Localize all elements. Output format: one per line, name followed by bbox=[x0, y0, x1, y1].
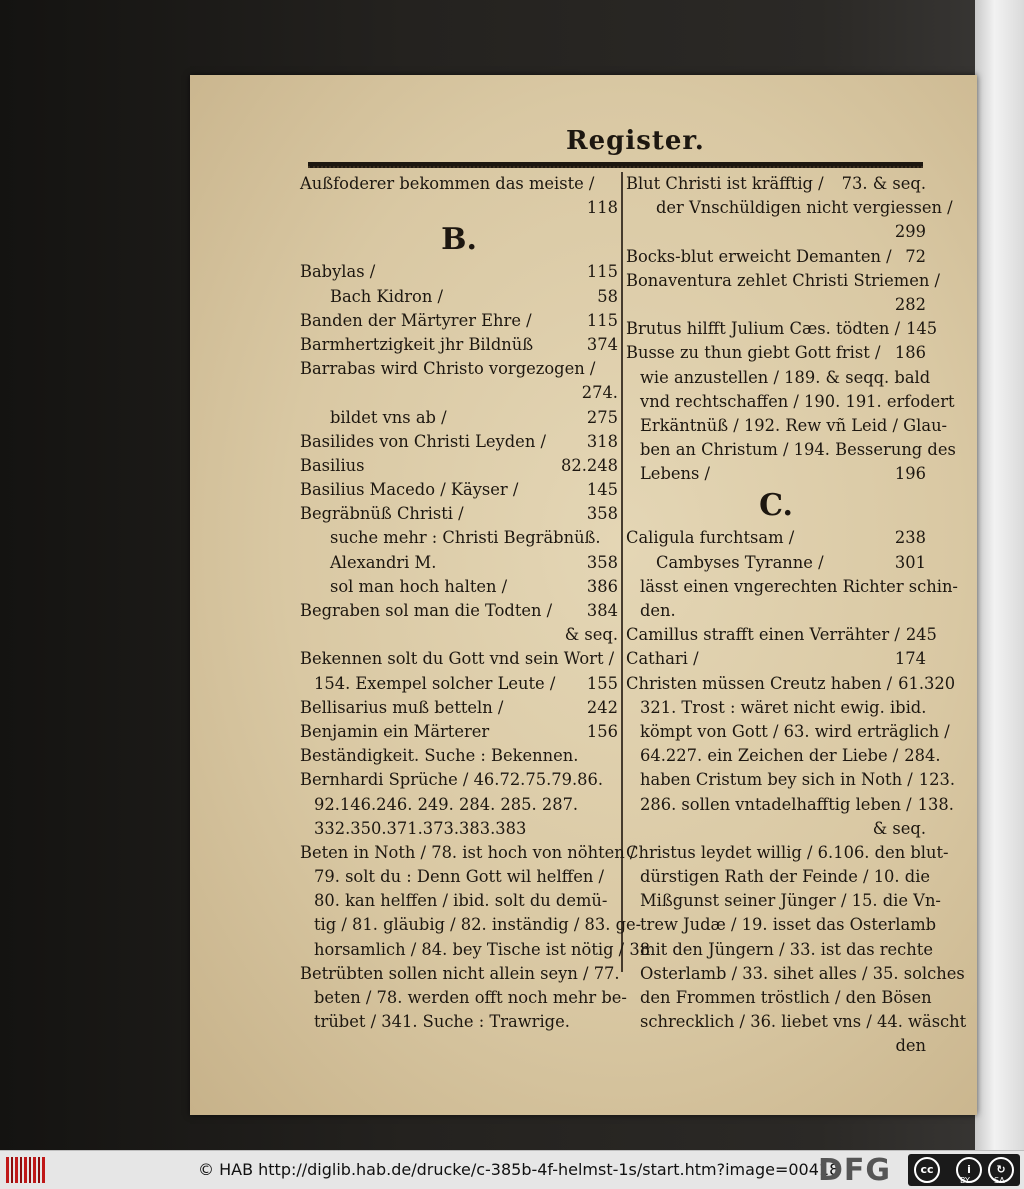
page-number: 174 bbox=[894, 649, 926, 669]
page-number bbox=[612, 357, 618, 381]
entry-text: Betrübten sollen nicht allein seyn / 77. bbox=[300, 963, 620, 983]
index-entry bbox=[626, 462, 926, 486]
page-number: den bbox=[895, 1036, 926, 1056]
page-number: 275 bbox=[586, 407, 618, 427]
page-number bbox=[614, 647, 620, 671]
dfg-logo: DFG bbox=[818, 1153, 892, 1188]
index-entry bbox=[300, 430, 618, 454]
by-label: BY bbox=[960, 1176, 970, 1185]
index-entry bbox=[626, 269, 940, 293]
index-entry bbox=[300, 986, 627, 1010]
index-entry bbox=[626, 438, 956, 462]
page-number bbox=[612, 744, 618, 768]
index-entry bbox=[300, 720, 618, 744]
index-entry bbox=[626, 599, 926, 623]
entry-text: Christen müssen Creutz haben / bbox=[626, 673, 893, 693]
entry-text: dürstigen Rath der Feinde / 10. die bbox=[640, 867, 931, 887]
entry-text: Cambyses Tyranne / bbox=[656, 552, 824, 572]
index-entry bbox=[300, 768, 618, 792]
index-entry bbox=[626, 672, 956, 696]
entry-text: den Frommen tröstlich / den Bösen bbox=[640, 988, 932, 1007]
entry-text: wie anzustellen / 189. & seqq. bald bbox=[640, 367, 931, 387]
index-entry bbox=[626, 986, 932, 1010]
index-entry bbox=[626, 938, 933, 962]
page-number bbox=[612, 817, 618, 841]
page-number bbox=[612, 768, 618, 792]
page-number: 386 bbox=[586, 576, 618, 596]
entry-text: Lebens / bbox=[640, 464, 711, 484]
entry-text: Erkäntnüß / 192. Rew vñ Leid / Glau- bbox=[640, 415, 948, 435]
index-entry bbox=[300, 841, 636, 865]
entry-text: Beständigkeit. Suche : Bekennen. bbox=[300, 746, 579, 766]
index-entry bbox=[626, 341, 926, 365]
page-number bbox=[930, 366, 936, 390]
index-entry bbox=[300, 309, 618, 333]
entry-text: 286. sollen vntadelhafftig leben / bbox=[640, 794, 912, 814]
entry-text: Mißgunst seiner Jünger / 15. die Vn- bbox=[640, 891, 941, 911]
entry-text: 332.350.371.373.383.383 bbox=[314, 818, 527, 838]
page-number: & seq. bbox=[872, 818, 926, 838]
index-entry bbox=[626, 220, 926, 244]
entry-text: Cathari / bbox=[626, 649, 699, 669]
entry-text: Begraben sol man die Todten / bbox=[300, 601, 553, 620]
entry-text: Alexandri M. bbox=[330, 552, 437, 572]
entry-text: 154. Exempel solcher Leute / bbox=[314, 673, 556, 693]
index-entry bbox=[300, 696, 618, 720]
index-entry bbox=[626, 865, 931, 889]
entry-text: vnd rechtschaffen / 190. 191. erfodert bbox=[640, 391, 955, 411]
index-entry bbox=[300, 599, 618, 623]
index-entry bbox=[626, 817, 926, 841]
index-entry bbox=[626, 366, 931, 390]
page-number bbox=[612, 793, 618, 817]
index-entry bbox=[300, 817, 618, 841]
page-number: 123. bbox=[918, 770, 956, 790]
index-entry bbox=[626, 551, 926, 575]
entry-text: Außfoderer bekommen das meiste / bbox=[300, 174, 595, 193]
entry-text: Blut Christi ist kräfftig / bbox=[626, 174, 824, 193]
index-entry bbox=[626, 793, 954, 817]
page-number bbox=[920, 599, 926, 623]
entry-text: Barmhertzigkeit jhr Bildnüß bbox=[300, 334, 534, 354]
index-entry bbox=[300, 381, 618, 405]
index-entry bbox=[300, 551, 618, 575]
index-entry bbox=[300, 647, 618, 671]
entry-text: der Vnschüldigen nicht vergiessen / bbox=[656, 198, 953, 218]
index-entry bbox=[300, 478, 618, 502]
page-number bbox=[940, 269, 946, 293]
page-number: 72 bbox=[905, 246, 926, 266]
page-number: 58 bbox=[597, 286, 618, 306]
entry-text: Bach Kidron / bbox=[330, 286, 443, 306]
page-number: 138. bbox=[917, 794, 954, 814]
entry-text: 64.227. ein Zeichen der Liebe / bbox=[640, 746, 899, 766]
entry-text: Christus leydet willig / 6.106. den blut- bbox=[626, 842, 949, 862]
index-entry bbox=[300, 623, 618, 647]
entry-text: Bocks-blut erweicht Demanten / bbox=[626, 246, 892, 266]
index-entry bbox=[626, 245, 926, 269]
index-entry bbox=[300, 285, 618, 309]
page-number bbox=[612, 1010, 618, 1034]
entry-text: 321. Trost : wäret nicht ewig. ibid. bbox=[640, 697, 927, 717]
index-entry bbox=[300, 938, 651, 962]
page-number: 73. & seq. bbox=[841, 174, 926, 193]
entry-text: Bekennen solt du Gott vnd sein Wort / bbox=[300, 649, 615, 669]
index-entry bbox=[626, 172, 926, 196]
entry-text: tig / 81. gläubig / 82. inständig / 83. ge- bbox=[314, 915, 642, 935]
index-entry bbox=[300, 260, 618, 284]
page-number bbox=[950, 720, 956, 744]
index-entry bbox=[300, 865, 618, 889]
page-number: 374 bbox=[586, 334, 618, 354]
entry-text: suche mehr : Christi Begräbnüß. bbox=[330, 528, 601, 548]
index-entry bbox=[300, 672, 618, 696]
index-entry bbox=[626, 1034, 926, 1058]
page-number bbox=[936, 913, 942, 937]
page-number bbox=[956, 438, 962, 462]
index-entry bbox=[300, 889, 618, 913]
section-letter: C. bbox=[759, 488, 793, 524]
entry-text: trübet / 341. Suche : Trawrige. bbox=[314, 1012, 570, 1032]
cc-icon: cc bbox=[914, 1157, 940, 1183]
index-entry bbox=[626, 768, 956, 792]
entry-text: Basilides von Christi Leyden / bbox=[300, 431, 546, 451]
right-column bbox=[626, 172, 967, 1059]
viewer-footer bbox=[0, 1150, 1024, 1189]
page-number: 186 bbox=[894, 343, 926, 363]
index-entry bbox=[300, 333, 618, 357]
index-entry bbox=[626, 841, 949, 865]
entry-text: Bonaventura zehlet Christi Striemen / bbox=[626, 270, 940, 290]
index-entry bbox=[300, 575, 618, 599]
page-number bbox=[966, 1010, 972, 1034]
entry-text: Caligula furchtsam / bbox=[626, 528, 795, 548]
page-number bbox=[949, 841, 955, 865]
page-number bbox=[933, 938, 939, 962]
index-entry bbox=[300, 454, 618, 478]
entry-text: Barrabas wird Christo vorgezogen / bbox=[300, 359, 596, 379]
entry-text: Bellisarius muß betteln / bbox=[300, 697, 504, 717]
index-entry bbox=[626, 647, 926, 671]
page-number: 82.248 bbox=[561, 455, 618, 475]
copyright-link[interactable]: © HAB http://diglib.hab.de/drucke/c-385b-4f-helmst-1s/start.htm?image=00418 bbox=[198, 1160, 840, 1179]
page-number: 61.320 bbox=[898, 673, 956, 693]
sa-icon: ↻ bbox=[988, 1157, 1014, 1183]
page-number bbox=[958, 575, 964, 599]
index-entry bbox=[626, 390, 955, 414]
sa-label: SA bbox=[994, 1176, 1005, 1185]
index-entry bbox=[626, 414, 948, 438]
entry-text: bildet vns ab / bbox=[330, 407, 447, 427]
page-number: 196 bbox=[894, 464, 926, 484]
page-number bbox=[612, 526, 618, 550]
entry-text: Beten in Noth / 78. ist hoch von nöhten / bbox=[300, 842, 636, 862]
page-number: 155 bbox=[586, 673, 618, 693]
index-entry bbox=[626, 913, 937, 937]
entry-text: Osterlamb / 33. sihet alles / 35. solches bbox=[640, 963, 965, 983]
left-column bbox=[300, 172, 651, 1034]
index-entry bbox=[626, 1010, 967, 1034]
index-entry bbox=[626, 317, 938, 341]
entry-text: Benjamin ein Märterer bbox=[300, 721, 490, 741]
hab-barcode-icon bbox=[6, 1157, 46, 1183]
entry-text: Banden der Märtyrer Ehre / bbox=[300, 310, 532, 330]
page-number bbox=[955, 390, 961, 414]
page-number: 301 bbox=[894, 552, 926, 572]
index-entry bbox=[626, 962, 965, 986]
index-entry bbox=[300, 526, 618, 550]
index-entry bbox=[626, 744, 941, 768]
index-entry bbox=[300, 172, 618, 196]
entry-text: ben an Christum / 194. Besserung des bbox=[640, 440, 956, 460]
entry-text: haben Cristum bey sich in Noth / bbox=[640, 770, 913, 790]
entry-text: Basilius bbox=[300, 455, 365, 475]
index-entry bbox=[300, 1010, 618, 1034]
index-entry bbox=[300, 502, 618, 526]
entry-text: horsamlich / 84. bey Tische ist nötig / 38 bbox=[314, 939, 651, 959]
page-number bbox=[612, 865, 618, 889]
page-number bbox=[941, 889, 947, 913]
entry-text: sol man hoch halten / bbox=[330, 576, 508, 596]
page-number bbox=[965, 962, 971, 986]
page-number: 284. bbox=[904, 746, 941, 766]
page-number: 145 bbox=[906, 319, 938, 339]
entry-text: lässt einen vngerechten Richter schin- bbox=[640, 576, 958, 596]
page-number bbox=[932, 986, 938, 1010]
page-number bbox=[947, 414, 953, 438]
page-number: 115 bbox=[586, 262, 618, 282]
section-letter: B. bbox=[441, 222, 477, 258]
page-number bbox=[620, 962, 626, 986]
page-number: 238 bbox=[894, 528, 926, 548]
index-entry bbox=[300, 406, 618, 430]
page-number: 358 bbox=[586, 504, 618, 524]
index-entry bbox=[626, 889, 941, 913]
index-entry bbox=[300, 196, 618, 220]
entry-text: schrecklich / 36. liebet vns / 44. wäscht bbox=[640, 1012, 967, 1032]
page-number bbox=[612, 889, 618, 913]
page-number: 156 bbox=[586, 721, 618, 741]
entry-text: den. bbox=[640, 601, 676, 620]
entry-text: beten / 78. werden offt noch mehr be- bbox=[314, 988, 627, 1007]
entry-text: Camillus strafft einen Verrähter / bbox=[626, 625, 900, 645]
page-number: 118 bbox=[586, 198, 618, 218]
entry-text: kömpt von Gott / 63. wird erträglich / bbox=[640, 721, 950, 741]
entry-text: Bernhardi Sprüche / 46.72.75.79.86. bbox=[300, 770, 604, 790]
index-entry bbox=[300, 357, 618, 381]
scanner-edge bbox=[975, 0, 1024, 1150]
page-number: 358 bbox=[586, 552, 618, 572]
page-number bbox=[930, 865, 936, 889]
index-entry bbox=[300, 913, 642, 937]
index-entry bbox=[626, 293, 926, 317]
page-number: 245 bbox=[905, 625, 937, 645]
entry-text: 92.146.246. 249. 284. 285. 287. bbox=[314, 794, 579, 814]
entry-text: 79. solt du : Denn Gott wil helffen / bbox=[314, 867, 605, 887]
index-entry bbox=[300, 962, 618, 986]
page-number: 318 bbox=[586, 431, 618, 451]
entry-text: 80. kan helffen / ibid. solt du demü- bbox=[314, 891, 608, 911]
page-number bbox=[612, 172, 618, 196]
entry-text: Brutus hilfft Julium Cæs. tödten / bbox=[626, 319, 901, 339]
index-entry bbox=[626, 696, 926, 720]
index-entry bbox=[300, 793, 618, 817]
index-entry bbox=[626, 526, 926, 550]
header-rule bbox=[308, 162, 923, 168]
entry-text: Basilius Macedo / Käyser / bbox=[300, 480, 519, 500]
index-entry bbox=[626, 623, 937, 647]
page-number: 145 bbox=[586, 480, 618, 500]
entry-text: Babylas / bbox=[300, 262, 376, 282]
by-icon: i bbox=[956, 1157, 982, 1183]
index-entry bbox=[626, 196, 953, 220]
page-number: 274. bbox=[581, 383, 618, 403]
page-number: 299 bbox=[894, 222, 926, 242]
page-number: 242 bbox=[586, 697, 618, 717]
entry-text: trew Judæ / 19. isset das Osterlamb bbox=[640, 915, 937, 935]
page-number: & seq. bbox=[564, 625, 618, 645]
page-number bbox=[926, 696, 932, 720]
entry-text: mit den Jüngern / 33. ist das rechte bbox=[640, 939, 933, 959]
page-number bbox=[953, 196, 959, 220]
entry-text: Busse zu thun giebt Gott frist / bbox=[626, 343, 881, 363]
index-entry bbox=[626, 720, 950, 744]
page-number: 115 bbox=[586, 310, 618, 330]
page-number: 384 bbox=[586, 601, 618, 620]
index-entry bbox=[300, 744, 618, 768]
page-title: Register. bbox=[566, 126, 705, 156]
index-entry bbox=[626, 575, 958, 599]
page-number: 282 bbox=[894, 294, 926, 314]
entry-text: Begräbnüß Christi / bbox=[300, 504, 464, 524]
license-badge[interactable] bbox=[908, 1154, 1020, 1186]
